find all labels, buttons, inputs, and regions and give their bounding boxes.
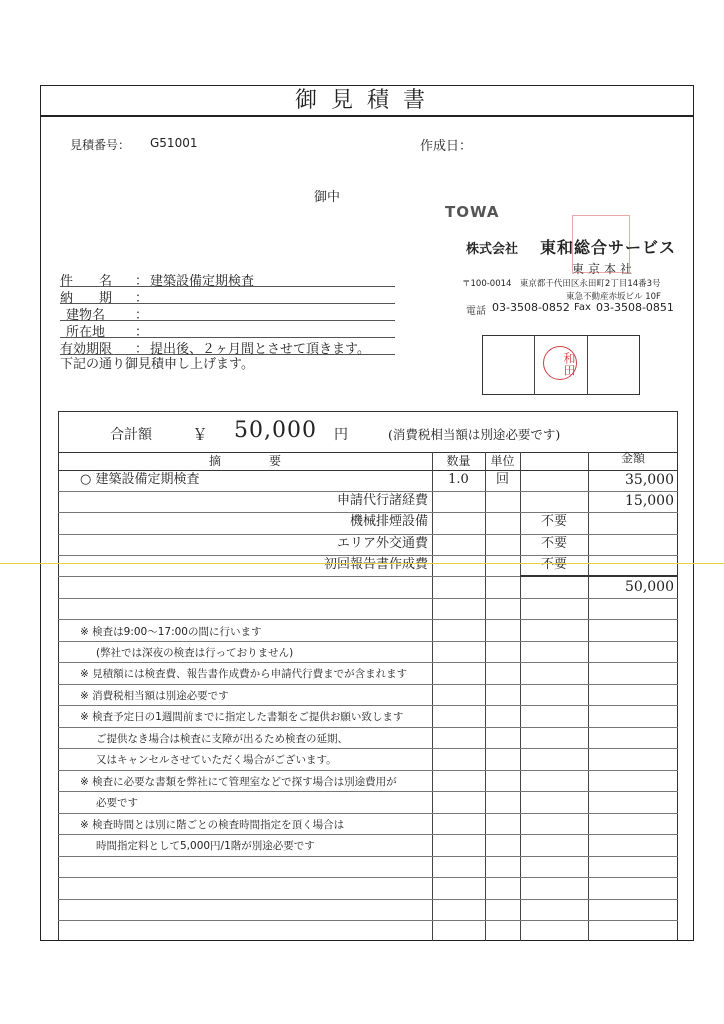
- company-address-line2: 東急不動産赤坂ビル 10F: [566, 292, 661, 302]
- field-building: 建物名 ：: [60, 304, 395, 322]
- field-label: 件 名: [60, 274, 113, 289]
- note-line: ※ 検査に必要な書類を弊社にて管理室などで探す場合は別途費用が: [80, 776, 397, 788]
- header-quantity: 数量: [446, 454, 471, 468]
- note-line: ※ 消費税相当額は別途必要です: [80, 690, 229, 702]
- field-validity: 有効期限 ： 提出後、２ヶ月間とさせて頂きます。: [60, 338, 395, 356]
- field-label: 有効期限: [60, 342, 113, 357]
- scan-artifact-line: [0, 563, 724, 564]
- field-location: 所在地 ：: [60, 321, 395, 339]
- company-branch: 東京本社: [572, 262, 637, 276]
- row-description: ○ 建築設備定期検査: [80, 472, 200, 487]
- estimate-number-label: 見積番号：: [70, 138, 131, 152]
- company-logo: TOWA: [445, 203, 500, 221]
- header-description: 摘 要: [208, 454, 281, 468]
- note-line: 又はキャンセルさせていただく場合がございます。: [96, 754, 337, 766]
- field-label: 納 期: [60, 291, 113, 306]
- field-label: 所在地: [66, 325, 106, 340]
- header-unit: 単位: [490, 454, 515, 468]
- company-tel-label: 電話: [466, 306, 486, 317]
- row-amount: 50,000: [625, 579, 674, 595]
- header-amount: 金額: [620, 451, 645, 465]
- note-line: ※ 見積額には検査費、報告書作成費から申請代行費までが含まれます: [80, 668, 408, 680]
- company-fax: 03-3508-0851: [596, 301, 674, 314]
- total-amount: 50,000: [234, 418, 317, 443]
- row-amount: 15,000: [625, 493, 674, 509]
- note-line: 必要です: [96, 797, 138, 809]
- row-description: 初回報告書作成費: [323, 557, 428, 572]
- company-address-line1: 〒100-0014 東京都千代田区永田町2丁目14番3号: [462, 279, 661, 289]
- row-amount: 35,000: [625, 472, 674, 488]
- row-unit: 回: [495, 472, 509, 487]
- company-tel: 03-3508-0852: [492, 301, 570, 314]
- row-description: 申請代行諸経費: [336, 493, 428, 508]
- total-unit: 円: [334, 427, 348, 443]
- total-label: 合計額: [110, 427, 152, 443]
- company-name-prefix: 株式会社: [466, 242, 519, 257]
- company-fax-label: Fax: [574, 302, 591, 313]
- note-line: ※ 検査予定日の1週間前までに指定した書類をご提供お願い致します: [80, 711, 404, 723]
- estimate-number: G51001: [150, 136, 198, 150]
- addressee-suffix: 御中: [314, 190, 341, 205]
- total-tax-note: (消費税相当額は別途必要です): [388, 427, 561, 442]
- note-line: ※ 検査時間とは別に階ごとの検査時間指定を頂く場合は: [80, 819, 345, 831]
- note-line: 時間指定料として5,000円/1階が別途必要です: [96, 840, 315, 852]
- note-line: ※ 検査は9:00～17:00の間に行います: [80, 626, 262, 638]
- row-remark: 不要: [540, 536, 567, 551]
- row-quantity: 1.0: [448, 472, 469, 487]
- document-title: 御見積書: [40, 85, 694, 117]
- row-remark: 不要: [540, 514, 567, 529]
- field-value: 提出後、２ヶ月間とさせて頂きます。: [150, 342, 370, 357]
- row-description: エリア外交通費: [336, 536, 428, 551]
- row-description: 機械排煙設備: [349, 514, 428, 529]
- row-remark: 不要: [540, 557, 567, 572]
- field-subject: 件 名 ： 建築設備定期検査: [60, 270, 395, 288]
- field-label: 建物名: [66, 308, 106, 323]
- note-line: (弊社では深夜の検査は行っておりません): [96, 647, 294, 659]
- field-delivery: 納 期 ：: [60, 287, 395, 305]
- approval-stamp-icon: 和田: [543, 346, 577, 380]
- field-value: 建築設備定期検査: [150, 274, 255, 289]
- note-line: ご提供なき場合は検査に支障が出るため検査の延期、: [96, 733, 348, 745]
- created-date-label: 作成日：: [420, 139, 473, 154]
- total-currency: ￥: [192, 425, 209, 444]
- company-name: 東和総合サービス: [540, 238, 677, 257]
- intro-text: 下記の通り御見積申し上げます。: [60, 357, 254, 372]
- company-seal-icon: [572, 215, 630, 273]
